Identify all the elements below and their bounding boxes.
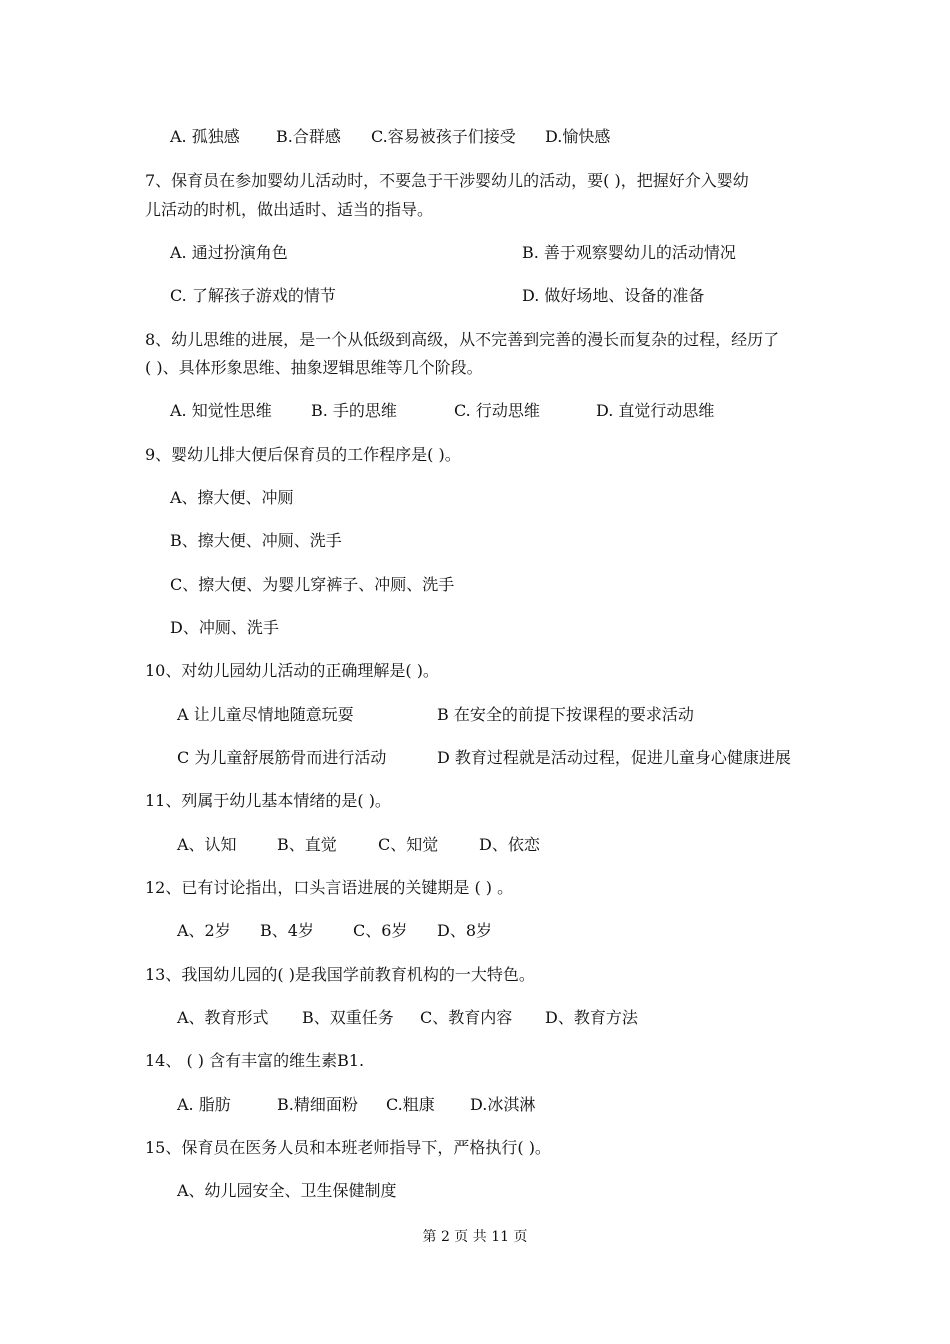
q8-option-c: C. 行动思维 bbox=[454, 401, 540, 420]
q10-stem: 10、对幼儿园幼儿活动的正确理解是( )。 bbox=[145, 661, 439, 680]
q10-option-c: C 为儿童舒展筋骨而进行活动 bbox=[177, 748, 387, 767]
q12-option-d: D、8岁 bbox=[437, 921, 493, 940]
q9-option-d: D、冲厕、洗手 bbox=[170, 618, 279, 637]
q9-option-a: A、擦大便、冲厕 bbox=[170, 488, 294, 507]
q13-stem: 13、我国幼儿园的( )是我国学前教育机构的一大特色。 bbox=[145, 965, 535, 984]
q6-option-b: B.合群感 bbox=[276, 127, 341, 146]
q12-option-c: C、6岁 bbox=[353, 921, 408, 940]
q11-option-d: D、依恋 bbox=[479, 835, 540, 854]
q15-option-a: A、幼儿园安全、卫生保健制度 bbox=[177, 1181, 397, 1200]
q11-option-b: B、直觉 bbox=[277, 835, 337, 854]
q7-option-d: D. 做好场地、设备的准备 bbox=[522, 286, 705, 305]
q7-stem-line2: 儿活动的时机，做出适时、适当的指导。 bbox=[145, 200, 434, 219]
q9-option-c: C、擦大便、为婴儿穿裤子、冲厕、洗手 bbox=[170, 575, 455, 594]
q12-option-a: A、2岁 bbox=[177, 921, 231, 940]
q14-option-a: A. 脂肪 bbox=[177, 1095, 231, 1114]
q7-option-a: A. 通过扮演角色 bbox=[170, 243, 288, 262]
q8-option-a: A. 知觉性思维 bbox=[170, 401, 272, 420]
q13-option-b: B、双重任务 bbox=[302, 1008, 394, 1027]
q7-stem-line1: 7、保育员在参加婴幼儿活动时，不要急于干涉婴幼儿的活动，要( )，把握好介入婴幼 bbox=[145, 171, 749, 190]
q8-stem-line1: 8、幼儿思维的进展，是一个从低级到高级，从不完善到完善的漫长而复杂的过程，经历了 bbox=[145, 330, 780, 349]
q13-option-c: C、教育内容 bbox=[420, 1008, 513, 1027]
q10-option-a: A 让儿童尽情地随意玩耍 bbox=[177, 705, 354, 724]
q6-option-c: C.容易被孩子们接受 bbox=[371, 127, 516, 146]
q6-option-a: A. 孤独感 bbox=[170, 127, 240, 146]
q7-option-c: C. 了解孩子游戏的情节 bbox=[170, 286, 336, 305]
q7-option-b: B. 善于观察婴幼儿的活动情况 bbox=[522, 243, 736, 262]
q15-stem: 15、保育员在医务人员和本班老师指导下，严格执行( )。 bbox=[145, 1138, 551, 1157]
q11-stem: 11、列属于幼儿基本情绪的是( )。 bbox=[145, 791, 391, 810]
q13-option-d: D、教育方法 bbox=[545, 1008, 638, 1027]
q11-option-a: A、认知 bbox=[177, 835, 237, 854]
q9-option-b: B、擦大便、冲厕、洗手 bbox=[170, 531, 342, 550]
q13-option-a: A、教育形式 bbox=[177, 1008, 269, 1027]
page-number-footer: 第 2 页 共 11 页 bbox=[422, 1229, 528, 1245]
q10-option-d: D 教育过程就是活动过程，促进儿童身心健康进展 bbox=[437, 748, 791, 767]
q14-option-b: B.精细面粉 bbox=[277, 1095, 358, 1114]
q12-option-b: B、4岁 bbox=[260, 921, 314, 940]
q11-option-c: C、知觉 bbox=[378, 835, 439, 854]
q8-option-d: D. 直觉行动思维 bbox=[596, 401, 715, 420]
q14-stem: 14、 ( ) 含有丰富的维生素B1. bbox=[145, 1051, 365, 1070]
q12-stem: 12、已有讨论指出，口头言语进展的关键期是 ( ) 。 bbox=[145, 878, 514, 897]
q14-option-d: D.冰淇淋 bbox=[470, 1095, 536, 1114]
q10-option-b: B 在安全的前提下按课程的要求活动 bbox=[437, 705, 694, 724]
q14-option-c: C.粗康 bbox=[386, 1095, 435, 1114]
q9-stem: 9、婴幼儿排大便后保育员的工作程序是( )。 bbox=[145, 445, 461, 464]
q8-option-b: B. 手的思维 bbox=[311, 401, 397, 420]
q6-option-d: D.愉快感 bbox=[545, 127, 611, 146]
q8-stem-line2: ( )、具体形象思维、抽象逻辑思维等几个阶段。 bbox=[145, 358, 483, 377]
